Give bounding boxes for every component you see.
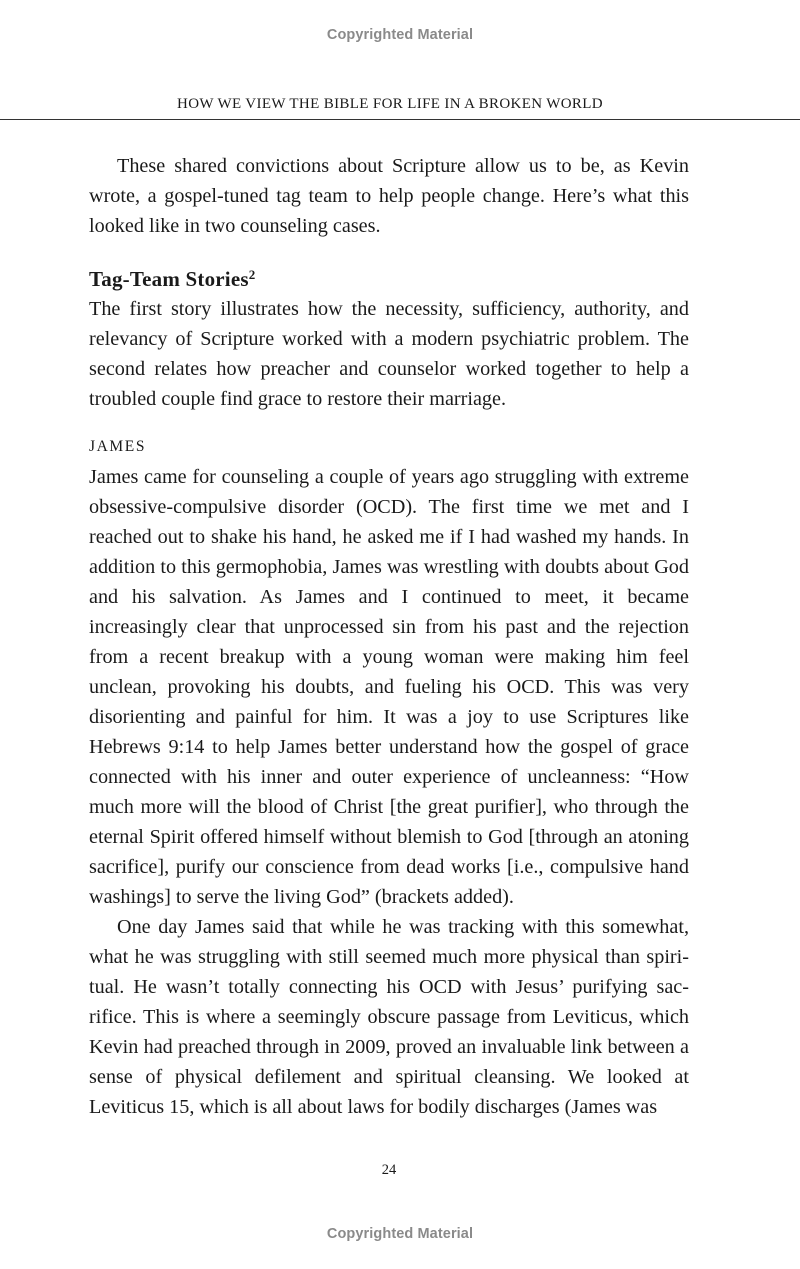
- header-rule: [0, 119, 800, 120]
- footnote-reference: 2: [248, 267, 256, 282]
- section-heading: [89, 264, 689, 294]
- copyright-watermark-top: Copyrighted Material: [326, 27, 474, 43]
- page-number: 24: [381, 1162, 397, 1178]
- paragraph-stories-overview: The first story illustrates how the necessity, sufficiency, authority, and relevancy of Scripture worked with a modern psychiatric problem. The second relates how preacher and counselor worked together to help a troubled couple find grace to restore their marriage.: [89, 298, 689, 410]
- paragraph-james-story: James came for counseling a couple of years ago struggling with extreme obsessive-compulsive disorder (OCD). The first time we met and I reached out to shake his hand, he asked me if I had washed my hands. In addition to this germophobia, James was wrestling with doubts about God and his salvation. As James and I continued to meet, it became increasingly clear that unprocessed sin from his past and the rejection from a recent breakup with a young woman were making him feel unclean, provoking his doubts, and fueling his OCD. This was very disorienting and painful for him. It was a joy to use Scriptures like Hebrews 9:14 to help James better understand how the gospel of grace connected with his inner and outer experience of uncleanness: “How much more will the blood of Christ [the great purifier], who through the eternal Spirit offered himself without blemish to God [through an atoning sacrifice], purify our conscience from dead works [i.e., compulsive hand washings] to serve the living God” (brackets added).: [89, 466, 689, 908]
- copyright-watermark-bottom: Copyrighted Material: [326, 1226, 474, 1242]
- section-heading-text: Tag-Team Stories: [89, 267, 249, 291]
- page-body: [89, 151, 689, 1122]
- subsection-heading: JAMES: [89, 438, 147, 455]
- running-head: HOW WE VIEW THE BIBLE FOR LIFE IN A BROKEN WORLD: [177, 96, 603, 112]
- paragraph-intro: These shared convictions about Scripture allow us to be, as Kevin wrote, a gospel-tuned tag team to help people change. Here’s what this looked like in two counseling cases.: [89, 155, 689, 237]
- paragraph-james-continued: One day James said that while he was tracking with this somewhat, what he was struggling with still seemed much more physical than spiritual. He wasn’t totally connecting his OCD with Jesus’ purifying sacrifice. This is where a seemingly obscure passage from Leviticus, which Kevin had preached through in 2009, proved an invaluable link between a sense of physical defilement and spiritual cleansing. We looked at Leviticus 15, which is all about laws for bodily discharges (James was: [89, 916, 689, 1118]
